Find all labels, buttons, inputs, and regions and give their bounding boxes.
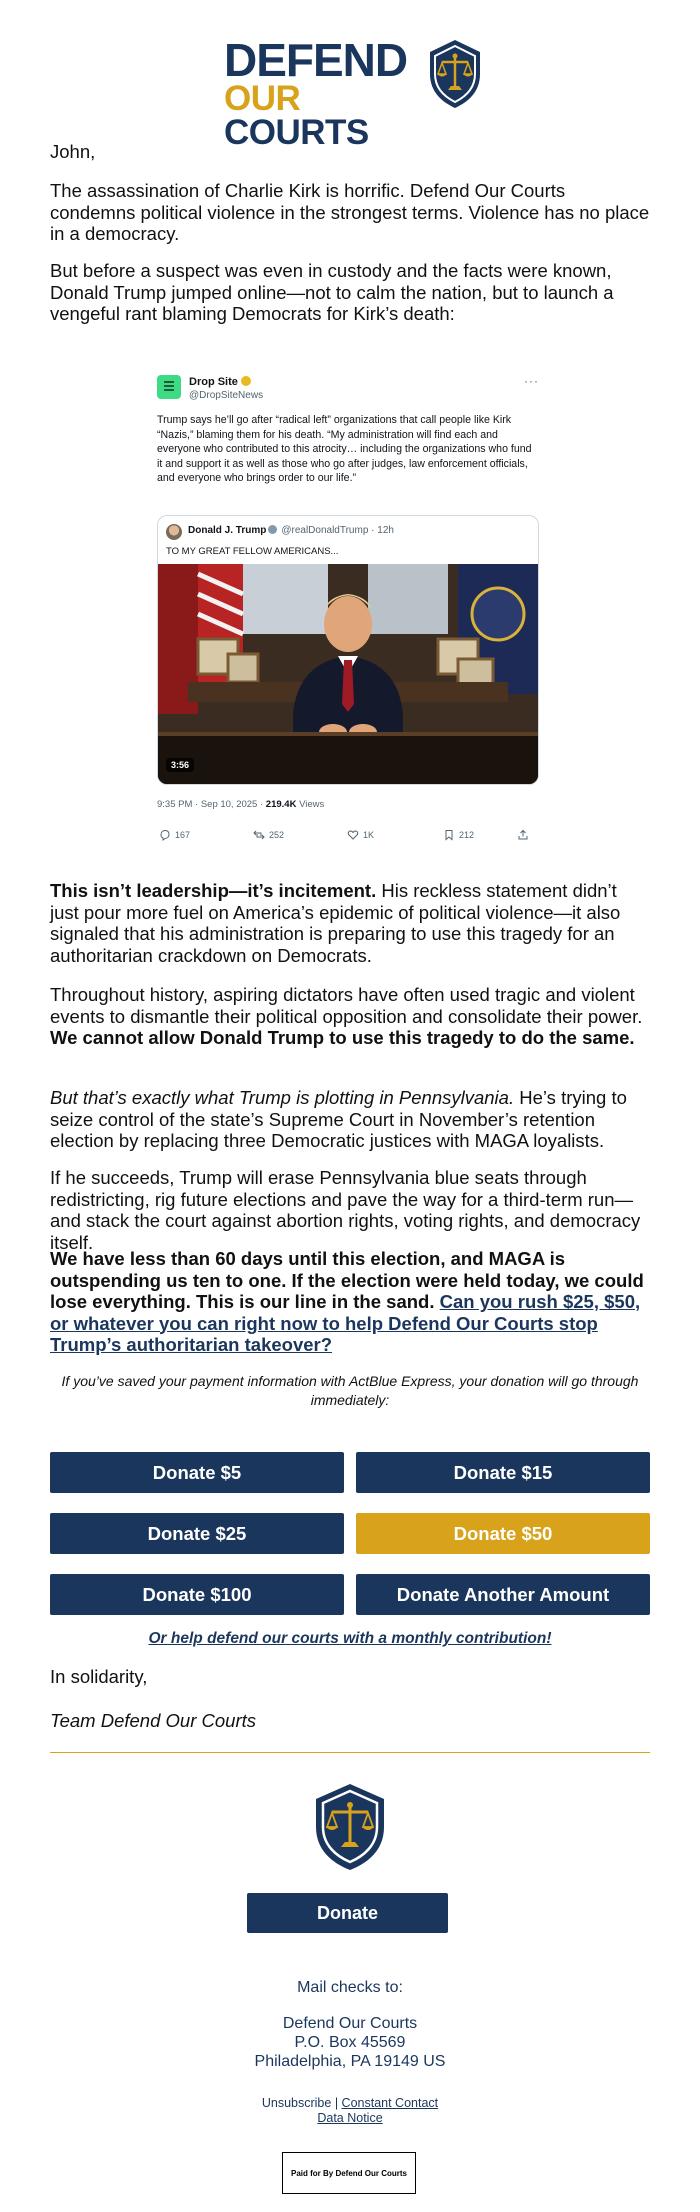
scales-shield-icon (426, 38, 484, 110)
video-thumbnail (158, 564, 539, 784)
donate-5-button[interactable]: Donate $5 (50, 1452, 344, 1493)
bookmark-icon (443, 829, 455, 841)
greeting: John, (50, 141, 96, 162)
donate-other-amount-button[interactable]: Donate Another Amount (356, 1574, 650, 1615)
repost-icon (253, 829, 265, 841)
share-icon (517, 829, 529, 841)
video-duration: 3:56 (166, 758, 194, 772)
logo-wordmark (224, 34, 429, 152)
quoted-tweet (157, 515, 539, 785)
trump-avatar (166, 524, 182, 540)
logo-our-courts (224, 79, 429, 152)
reply-action: 167 (159, 829, 190, 841)
reply-icon (159, 829, 171, 841)
constant-contact-link[interactable]: Constant Contact (341, 2096, 439, 2110)
tweet-actions (157, 829, 539, 845)
quoted-text: TO MY GREAT FELLOW AMERICANS... (166, 546, 339, 557)
tweet-author-handle: @DropSiteNews (189, 390, 264, 401)
bookmark-action: 212 (443, 829, 474, 841)
heart-icon (347, 829, 359, 841)
logo-defend: DEFEND (224, 34, 408, 86)
paragraph-1: The assassination of Charlie Kirk is horrific. Defend Our Courts condemns political violence in the strongest terms. Violence has no place in a democracy. (50, 180, 650, 244)
logo-courts: COURTS (224, 113, 369, 152)
tweet-meta: 9:35 PM · Sep 10, 2025 · 219.4K Views (157, 799, 325, 810)
donate-25-button[interactable]: Donate $25 (50, 1513, 344, 1554)
data-notice-link[interactable]: Data Notice (317, 2111, 383, 2125)
embedded-tweet-image (155, 367, 541, 847)
paragraph-6: If he succeeds, Trump will erase Pennsylvania blue seats through redistricting, rig future elections and pave the way for a third-term run—and stack the court against abortion rights, voting rights, and democracy itself. (50, 1167, 641, 1253)
signature: Team Defend Our Courts (50, 1710, 256, 1731)
tweet-text: Trump says he’ll go after “radical left” organizations that call people like Kirk “Nazis,” blaming them for his death. “My administration will find each and everyone who contributed to this atrocity… including the organizations who fund it and support it as well as those who go after judges, law enforcement officials, and everyone who brings order to our life.” (157, 414, 532, 484)
repost-action: 252 (253, 829, 284, 841)
paragraph-3: This isn’t leadership—it’s incitement. His reckless statement didn’t just pour more fuel on America’s epidemic of political violence—it also signaled that his administration is preparing to use this tragedy for an authoritarian crackdown on Democrats. (50, 880, 621, 966)
paragraph-2: But before a suspect was even in custody and the facts were known, Donald Trump jumped online—not to calm the nation, but to launch a vengeful rant blaming Democrats for Kirk’s death: (50, 260, 614, 324)
dropsite-avatar (157, 375, 181, 399)
unsubscribe-link[interactable]: Unsubscribe (261, 2096, 332, 2110)
like-action: 1K (347, 829, 374, 841)
gov-badge-icon (268, 525, 277, 534)
paid-for-disclaimer: Paid for By Defend Our Courts (282, 2152, 416, 2194)
donate-15-button[interactable]: Donate $15 (356, 1452, 650, 1493)
actblue-note: If you’ve saved your payment information with ActBlue Express, your donation will go through immediately: (61, 1373, 639, 1408)
footer-links: Unsubscribe | Constant Contact Data Notice (261, 2096, 439, 2125)
donate-100-button[interactable]: Donate $100 (50, 1574, 344, 1615)
donate-ask-link[interactable]: Can you rush $25, $50, or whatever you can right now to help Defend Our Courts stop Trump’s authoritarian takeover? (50, 1291, 641, 1355)
paragraph-7: We have less than 60 days until this election, and MAGA is outspending us ten to one. If the election were held today, we could lose everything. This is our line in the sand. Can you rush $25, $50, or whatever you can right now to help Defend Our Courts stop Trump’s authoritarian takeover? (50, 1248, 644, 1355)
closing: In solidarity, (50, 1666, 148, 1687)
paragraph-4: Throughout history, aspiring dictators have often used tragic and violent events to dismantle their political opposition and consolidate their power. We cannot allow Donald Trump to use this tragedy to do the same. (50, 984, 643, 1048)
monthly-contribution (50, 1630, 650, 1648)
donate-50-button[interactable]: Donate $50 (356, 1513, 650, 1554)
footer-shield-icon (311, 1782, 389, 1872)
monthly-contribution-link[interactable]: Or help defend our courts with a monthly contribution! (148, 1630, 552, 1647)
mailing-address: Defend Our Courts P.O. Box 45569 Philadelphia, PA 19149 US (254, 2015, 446, 2070)
logo-our: OUR (224, 79, 301, 118)
oval-office-scene (158, 564, 539, 784)
share-action (517, 829, 529, 841)
footer-donate-button[interactable]: Donate (247, 1893, 448, 1933)
more-options-icon: ··· (524, 374, 539, 388)
mail-checks-label: Mail checks to: (297, 1979, 403, 1996)
paragraph-5: But that’s exactly what Trump is plotting in Pennsylvania. He’s trying to seize control of the state’s Supreme Court in November’s retention election by replacing three Democratic justices with MAGA loyalists. (50, 1087, 627, 1151)
divider (50, 1752, 650, 1753)
tweet-author-name: Drop Site (189, 376, 251, 388)
verified-badge-icon (241, 376, 251, 386)
quoted-author: Donald J. Trump @realDonaldTrump · 12h (188, 525, 394, 536)
